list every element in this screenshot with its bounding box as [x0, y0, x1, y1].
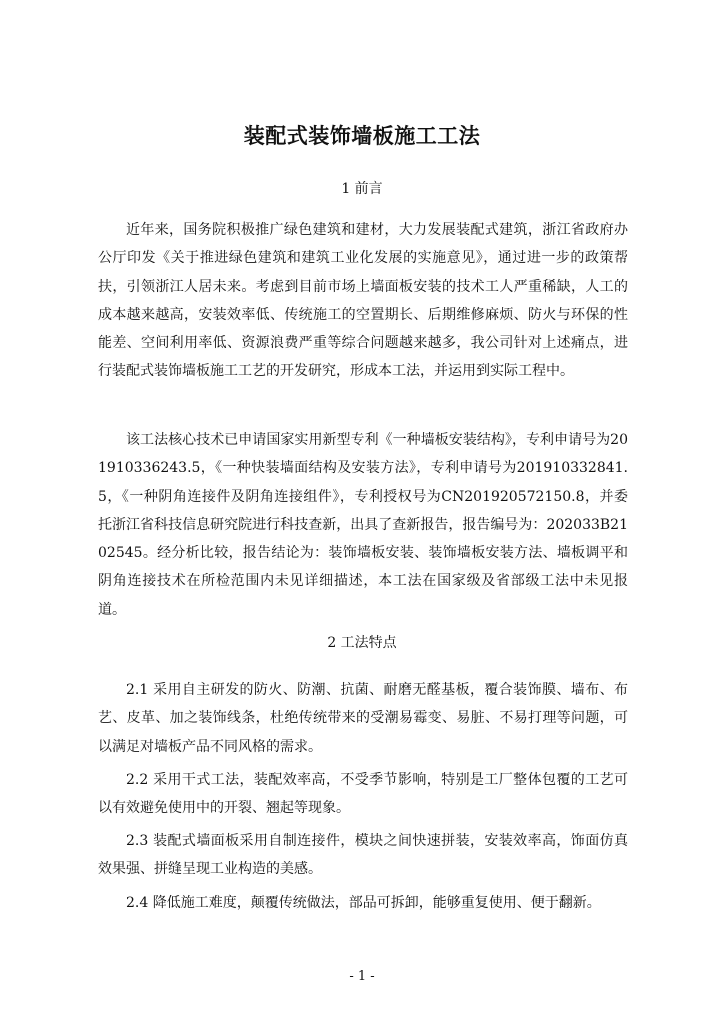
paragraph: 2.1 采用自主研发的防火、防潮、抗菌、耐磨无醛基板，覆合装饰膜、墙布、布艺、皮革、加之装饰线条，杜绝传统带来的受潮易霉变、易脏、不易打理等问题，可以满足对墙板产品不同风格的需求。 [98, 682, 628, 755]
paragraph: 该工法核心技术已申请国家实用新型专利《一种墙板安装结构》，专利申请号为201910336243.5，《一种快装墙面结构及安装方法》，专利申请号为201910332841.5，《一种阴角连接件及阴角连接组件》，专利授权号为CN201920572150.8，并委托浙江省科技信息研究院进行科技查新，出具了查新报告，报告编号为：202033B2102545。经分析比较，报告结论为：装饰墙板安装、装饰墙板安装方法、墙板调平和阴角连接技术在所检范围内未见详细描述，本工法在国家级及省部级工法中未见报道。 [98, 432, 628, 618]
paragraph: 2.3 装配式墙面板采用自制连接件，模块之间快速拼装，安装效率高，饰面仿真效果强、拼缝呈现工业构造的美感。 [98, 833, 628, 878]
paragraph: 近年来，国务院积极推广绿色建筑和建材，大力发展装配式建筑，浙江省政府办公厅印发《关于推进绿色建筑和建筑工业化发展的实施意见》，通过进一步的政策帮扶，引领浙江人居未来。考虑到目前市场上墙面板安装的技术工人严重稀缺，人工的成本越来越高，安装效率低、传统施工的空置期长、后期维修麻烦、防火与环保的性能差、空间利用率低、资源浪费严重等综合问题越来越多，我公司针对上述痛点，进行装配式装饰墙板施工工艺的开发研究，形成本工法，并运用到实际工程中。 [98, 222, 628, 380]
document-title: 装配式装饰墙板施工工法 [243, 124, 481, 148]
page-number: - 1 - [349, 969, 375, 984]
section-heading-features: 2 工法特点 [327, 635, 397, 651]
paragraph: 2.2 采用干式工法，装配效率高，不受季节影响，特别是工厂整体包覆的工艺可以有效避免使用中的开裂、翘起等现象。 [98, 772, 628, 817]
section-heading-preface: 1 前言 [341, 181, 383, 197]
paragraph: 2.4 降低施工难度，颠覆传统做法，部品可拆卸，能够重复使用、便于翻新。 [126, 895, 601, 911]
